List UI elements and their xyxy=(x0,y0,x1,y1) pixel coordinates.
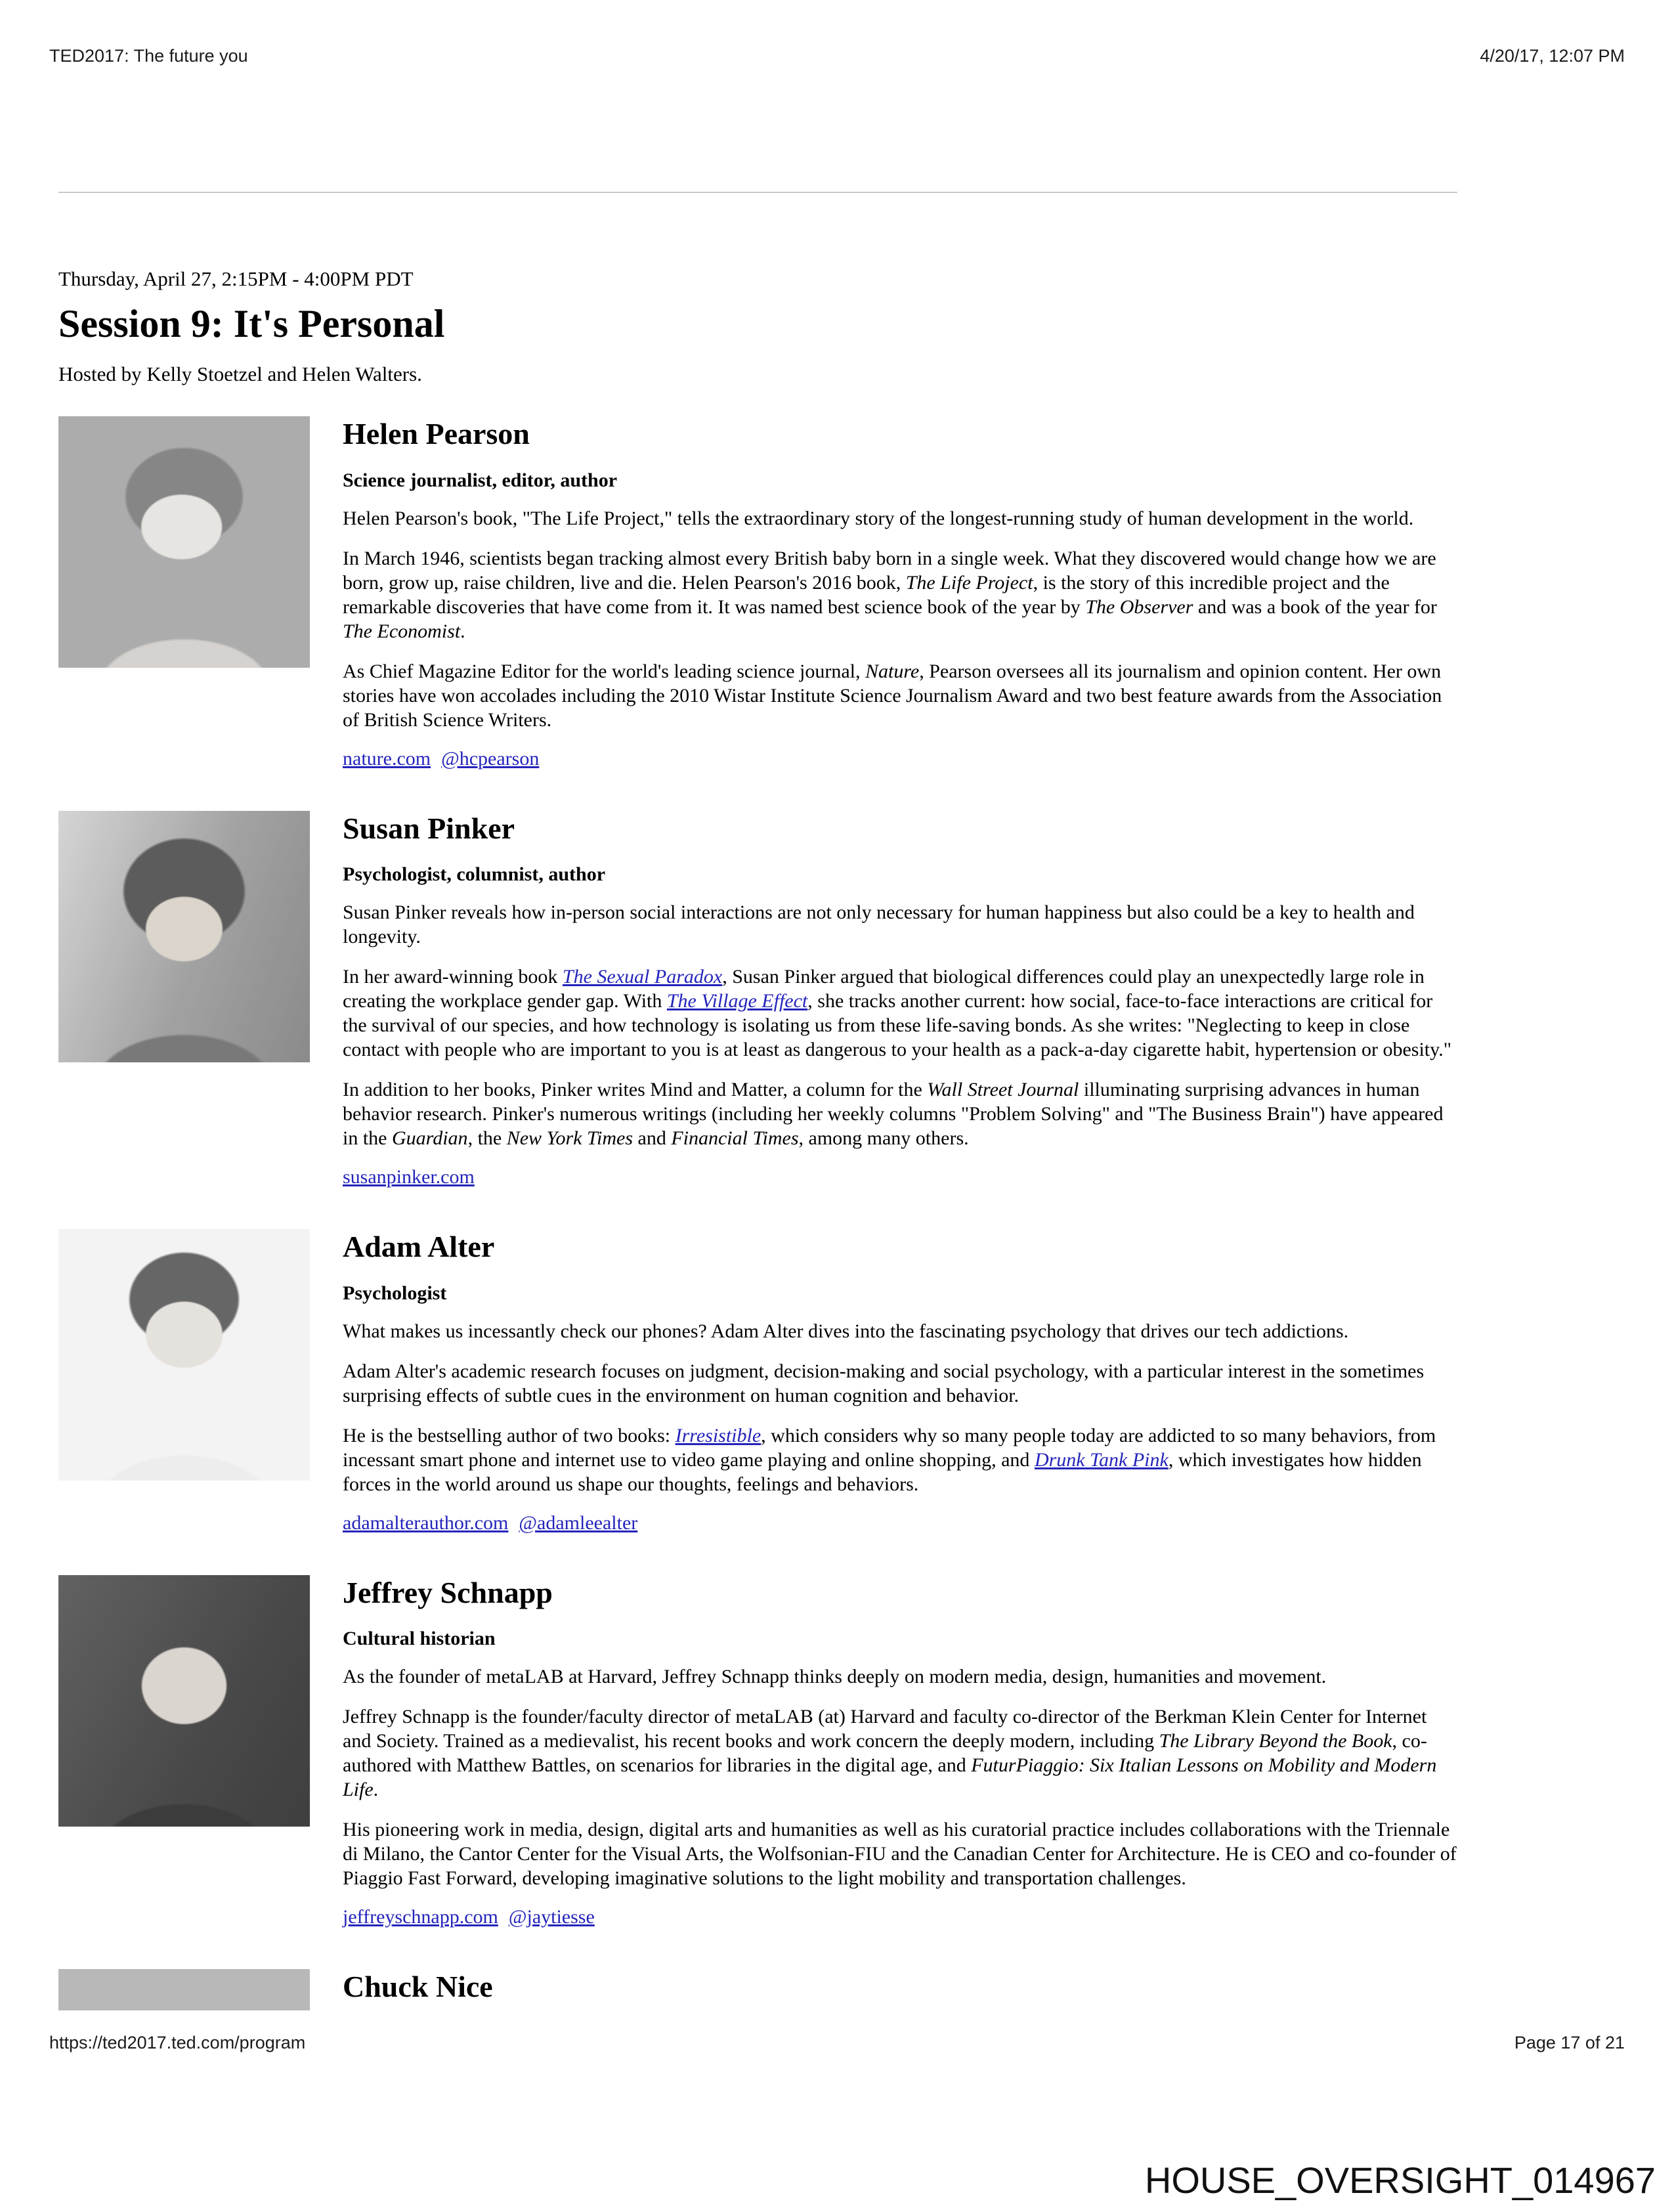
text-segment: The Economist xyxy=(343,620,461,642)
inline-link[interactable]: Drunk Tank Pink xyxy=(1034,1448,1169,1471)
speaker-links xyxy=(343,748,1457,770)
text-segment: , co-authored with Matthew Battles, on scenarios for libraries in the digital age, and xyxy=(343,1730,1427,1777)
text-segment: He is the bestselling author of two books: xyxy=(343,1424,676,1446)
speaker-section xyxy=(58,1575,1457,1929)
text-segment: In her award-winning book xyxy=(343,966,563,988)
text-segment: In addition to her books, Pinker writes Mind and Matter, a column for the xyxy=(343,1079,928,1101)
text-segment: illuminating surprising advances in human behavior research. Pinker's numerous writings (including her weekly columns "Problem Solving" and "The Business Brain") have appeared in the xyxy=(343,1079,1444,1150)
inline-link[interactable]: nature.com xyxy=(343,747,431,770)
bates-stamp: HOUSE_OVERSIGHT_014967 xyxy=(1144,2159,1656,2201)
text-segment: The Observer xyxy=(1085,596,1193,618)
speaker-role: Science journalist, editor, author xyxy=(343,469,618,491)
speaker-role: Psychologist, columnist, author xyxy=(343,863,606,886)
inline-link[interactable]: The Sexual Paradox xyxy=(562,966,723,988)
session-hosts: Hosted by Kelly Stoetzel and Helen Walters. xyxy=(58,362,422,385)
speaker-name: Jeffrey Schnapp xyxy=(343,1575,553,1609)
speaker-photo xyxy=(58,811,310,1062)
text-segment: . xyxy=(373,1779,379,1801)
text-segment: , Pearson oversees all its journalism and opinion content. Her own stories have won accolades including the 2010 Wistar Institute Science Journalism Award and two best feature awards from the Association of British Science Writers. xyxy=(343,660,1442,731)
inline-link[interactable]: jeffreyschnapp.com xyxy=(343,1906,498,1928)
speaker-bio xyxy=(343,1575,1457,1929)
speaker-photo xyxy=(58,1969,310,2010)
bio-paragraph xyxy=(343,506,1457,531)
text-segment: As Chief Magazine Editor for the world's leading science journal, xyxy=(343,660,865,682)
inline-link[interactable]: @adamleealter xyxy=(519,1511,638,1534)
bio-paragraph xyxy=(343,1664,1457,1689)
session-title: Session 9: It's Personal xyxy=(58,302,445,345)
speaker-list xyxy=(58,416,1457,2010)
speaker-section-clipped xyxy=(58,1969,1457,2010)
speaker-bio xyxy=(343,416,1457,770)
header-divider xyxy=(58,192,1457,193)
text-segment: , is the story of this incredible project and the remarkable discoveries that have come from it. It was named best science book of the year by xyxy=(343,571,1390,618)
speaker-bio xyxy=(343,1969,1457,2010)
speaker-name: Helen Pearson xyxy=(343,417,530,450)
text-segment: Guardian xyxy=(392,1127,468,1150)
text-segment: Helen Pearson's book, "The Life Project," tells the extraordinary story of the longest-running study of human development in the world. xyxy=(343,507,1414,529)
bio-paragraph xyxy=(343,1817,1457,1890)
speaker-section xyxy=(58,1229,1457,1534)
text-segment: , she tracks another current: how social, face-to-face interactions are critical for the survival of our species, and how technology is isolating us from these life-saving bonds. As she writes: "Neglecting to keep in close contact with people who are important to you is at least as dangerous to your health as a pack-a-day cigarette habit, hypertension or obesity." xyxy=(343,990,1451,1061)
bio-paragraph xyxy=(343,546,1457,643)
speaker-photo xyxy=(58,1575,310,1827)
bio-paragraph xyxy=(343,1704,1457,1802)
text-segment: . xyxy=(460,620,465,642)
speaker-links xyxy=(343,1906,1457,1928)
text-segment: Jeffrey Schnapp is the founder/faculty director of metaLAB (at) Harvard and faculty co-director of the Berkman Klein Center for Internet and Society. Trained as a medievalist, his recent books and work concern the deeply modern, including xyxy=(343,1706,1427,1752)
print-header-datetime: 4/20/17, 12:07 PM xyxy=(1480,46,1625,66)
speaker-bio xyxy=(343,1229,1457,1534)
text-segment: , which investigates how hidden forces in the world around us shape our thoughts, feelings and behaviors. xyxy=(343,1448,1422,1495)
speaker-name: Adam Alter xyxy=(343,1230,495,1264)
text-segment: His pioneering work in media, design, digital arts and humanities as well as his curatorial practice includes collaborations with the Triennale di Milano, the Cantor Center for the Visual Arts, the Wolfsonian-FIU and the Canadian Center for Architecture. He is CEO and co-founder of Piaggio Fast Forward, developing imaginative solutions to the light mobility and transportation challenges. xyxy=(343,1819,1457,1890)
inline-link[interactable]: @hcpearson xyxy=(441,747,540,770)
speaker-section xyxy=(58,811,1457,1189)
text-segment: The Library Beyond the Book xyxy=(1159,1730,1392,1752)
text-segment: Financial Times xyxy=(671,1127,799,1150)
print-header xyxy=(49,46,1625,66)
bio-paragraph xyxy=(343,900,1457,949)
program-content xyxy=(58,267,1457,2010)
inline-link[interactable]: adamalterauthor.com xyxy=(343,1511,509,1534)
inline-link[interactable]: Irresistible xyxy=(675,1424,762,1446)
bio-paragraph xyxy=(343,659,1457,732)
bio-paragraph xyxy=(343,1077,1457,1150)
speaker-role: Psychologist xyxy=(343,1282,447,1304)
text-segment: New York Times xyxy=(506,1127,633,1150)
speaker-role: Cultural historian xyxy=(343,1628,496,1650)
text-segment: , Susan Pinker argued that biological differences could play an unexpectedly large role in creating the workplace gender gap. With xyxy=(343,966,1425,1012)
print-footer xyxy=(49,2033,1625,2053)
bio-paragraph xyxy=(343,1359,1457,1408)
text-segment: In March 1946, scientists began tracking almost every British baby born in a single week. What they discovered would change how we are born, grow up, raise children, live and die. Helen Pearson's 2016 book, xyxy=(343,547,1436,594)
speaker-photo xyxy=(58,1229,310,1481)
inline-link[interactable]: susanpinker.com xyxy=(343,1166,475,1188)
speaker-section xyxy=(58,416,1457,770)
session-schedule: Thursday, April 27, 2:15PM - 4:00PM PDT xyxy=(58,267,414,290)
text-segment: , which considers why so many people today are addicted to so many behaviors, from incessant smart phone and internet use to video game playing and online shopping, and xyxy=(343,1424,1436,1471)
inline-link[interactable]: @jaytiesse xyxy=(508,1906,595,1928)
speaker-links xyxy=(343,1512,1457,1534)
text-segment: Susan Pinker reveals how in-person social interactions are not only necessary for human happiness but also could be a key to health and longevity. xyxy=(343,901,1415,948)
speaker-photo xyxy=(58,416,310,668)
text-segment: As the founder of metaLAB at Harvard, Jeffrey Schnapp thinks deeply on modern media, design, humanities and movement. xyxy=(343,1666,1327,1688)
print-footer-page-number: Page 17 of 21 xyxy=(1514,2033,1625,2052)
bio-paragraph xyxy=(343,1319,1457,1343)
text-segment: and xyxy=(633,1127,672,1150)
text-segment: The Life Project xyxy=(905,571,1033,594)
text-segment: , among many others. xyxy=(798,1127,969,1150)
text-segment: , the xyxy=(467,1127,507,1150)
speaker-bio xyxy=(343,811,1457,1189)
speaker-name: Chuck Nice xyxy=(343,1970,493,2004)
text-segment: What makes us incessantly check our phones? Adam Alter dives into the fascinating psychology that drives our tech addictions. xyxy=(343,1320,1349,1342)
text-segment: Nature xyxy=(865,660,920,682)
text-segment: Adam Alter's academic research focuses on judgment, decision-making and social psychology, with a particular interest in the sometimes surprising effects of subtle cues in the environment on human cognition and behavior. xyxy=(343,1360,1425,1406)
bio-paragraph xyxy=(343,1423,1457,1496)
text-segment: Wall Street Journal xyxy=(927,1079,1079,1101)
bio-paragraph xyxy=(343,965,1457,1062)
speaker-links xyxy=(343,1166,1457,1188)
print-header-title: TED2017: The future you xyxy=(49,46,248,66)
print-footer-url: https://ted2017.ted.com/program xyxy=(49,2033,306,2052)
text-segment: FuturPiaggio: Six Italian Lessons on Mobility and Modern Life xyxy=(343,1754,1437,1801)
inline-link[interactable]: The Village Effect xyxy=(666,990,808,1012)
speaker-name: Susan Pinker xyxy=(343,811,515,845)
text-segment: and was a book of the year for xyxy=(1193,596,1437,618)
